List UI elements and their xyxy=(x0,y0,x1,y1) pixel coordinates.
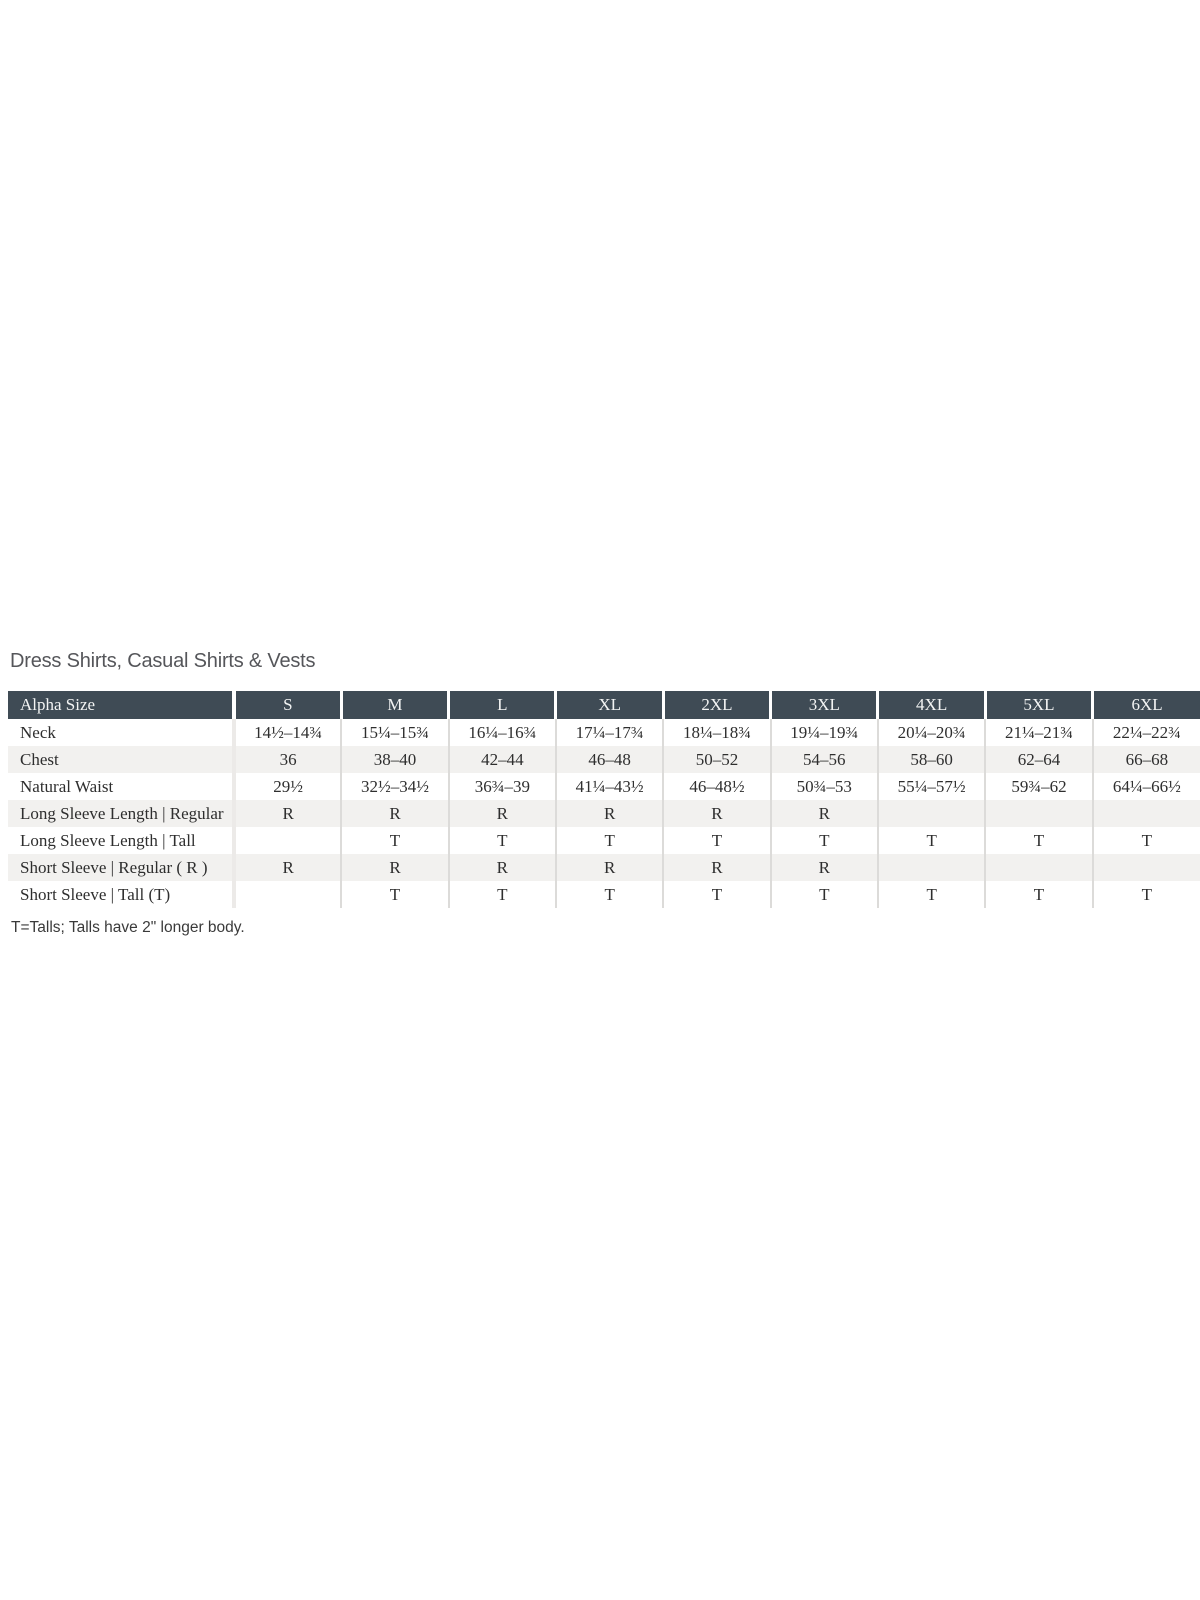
size-value-cell: 32½–34½ xyxy=(341,773,448,800)
table-row xyxy=(8,719,1200,746)
row-label: Chest xyxy=(20,749,59,769)
header-cell-2xl: 2XL xyxy=(663,691,770,719)
size-value-cell: 41¼–43½ xyxy=(556,773,663,800)
row-label: Neck xyxy=(20,722,56,742)
size-value-cell: R xyxy=(663,854,770,881)
size-value-cell: R xyxy=(341,854,448,881)
header-cell-3xl: 3XL xyxy=(771,691,878,719)
size-value-cell xyxy=(878,800,985,827)
header-cell-m: M xyxy=(341,691,448,719)
table-row xyxy=(8,800,1200,827)
size-value-cell xyxy=(985,800,1092,827)
table-row xyxy=(8,827,1200,854)
size-value-cell xyxy=(234,881,341,908)
size-value-cell xyxy=(234,827,341,854)
size-value-cell: T xyxy=(556,881,663,908)
size-value-cell: 59¾–62 xyxy=(985,773,1092,800)
size-value-cell: T xyxy=(1093,881,1200,908)
size-value-cell: 16¼–16¾ xyxy=(449,719,556,746)
size-value-cell xyxy=(878,854,985,881)
header-cell-s: S xyxy=(234,691,341,719)
size-value-cell: 58–60 xyxy=(878,746,985,773)
size-value-cell: T xyxy=(985,881,1092,908)
size-value-cell: 21¼–21¾ xyxy=(985,719,1092,746)
size-value-cell xyxy=(1093,800,1200,827)
size-value-cell: 62–64 xyxy=(985,746,1092,773)
size-value-cell xyxy=(1093,854,1200,881)
table-row xyxy=(8,854,1200,881)
size-value-cell: R xyxy=(234,800,341,827)
size-value-cell: 17¼–17¾ xyxy=(556,719,663,746)
size-value-cell: 50–52 xyxy=(663,746,770,773)
size-value-cell: R xyxy=(556,854,663,881)
header-cell-xl: XL xyxy=(556,691,663,719)
row-label: Short Sleeve | Tall (T) xyxy=(20,884,171,904)
table-row xyxy=(8,746,1200,773)
size-value-cell: R xyxy=(449,854,556,881)
size-value-cell: 50¾–53 xyxy=(771,773,878,800)
size-value-cell: R xyxy=(771,800,878,827)
size-chart-title: Dress Shirts, Casual Shirts & Vests xyxy=(10,650,316,672)
row-label: Short Sleeve | Regular ( R ) xyxy=(20,857,208,877)
size-value-cell: 64¼–66½ xyxy=(1093,773,1200,800)
size-value-cell: 36¾–39 xyxy=(449,773,556,800)
size-value-cell: 46–48½ xyxy=(663,773,770,800)
size-value-cell: T xyxy=(556,827,663,854)
size-value-cell: T xyxy=(663,827,770,854)
size-value-cell: T xyxy=(449,881,556,908)
footnote: T=Talls; Talls have 2" longer body. xyxy=(11,919,245,936)
size-value-cell: 14½–14¾ xyxy=(234,719,341,746)
size-value-cell: 66–68 xyxy=(1093,746,1200,773)
size-value-cell xyxy=(985,854,1092,881)
size-value-cell: 20¼–20¾ xyxy=(878,719,985,746)
table-row xyxy=(8,773,1200,800)
header-cell-4xl: 4XL xyxy=(878,691,985,719)
row-label: Long Sleeve Length | Tall xyxy=(20,830,196,850)
size-value-cell: T xyxy=(663,881,770,908)
size-value-cell: R xyxy=(341,800,448,827)
header-cell-6xl: 6XL xyxy=(1093,691,1200,719)
size-value-cell: 19¼–19¾ xyxy=(771,719,878,746)
size-value-cell: T xyxy=(878,827,985,854)
header-cell-alpha-size: Alpha Size xyxy=(8,691,234,719)
row-label: Long Sleeve Length | Regular xyxy=(20,803,224,823)
size-value-cell: R xyxy=(663,800,770,827)
size-value-cell: R xyxy=(449,800,556,827)
size-value-cell: 15¼–15¾ xyxy=(341,719,448,746)
table-header-row xyxy=(8,691,1200,719)
size-value-cell: 18¼–18¾ xyxy=(663,719,770,746)
size-value-cell: T xyxy=(341,827,448,854)
size-value-cell: R xyxy=(556,800,663,827)
size-value-cell: T xyxy=(341,881,448,908)
size-value-cell: R xyxy=(234,854,341,881)
size-value-cell: T xyxy=(771,881,878,908)
size-value-cell: 38–40 xyxy=(341,746,448,773)
size-value-cell: R xyxy=(771,854,878,881)
size-value-cell: T xyxy=(985,827,1092,854)
header-cell-5xl: 5XL xyxy=(985,691,1092,719)
size-value-cell: T xyxy=(771,827,878,854)
size-value-cell: 46–48 xyxy=(556,746,663,773)
size-chart-table xyxy=(8,691,1200,908)
table-row xyxy=(8,881,1200,908)
size-value-cell: 55¼–57½ xyxy=(878,773,985,800)
size-value-cell: 22¼–22¾ xyxy=(1093,719,1200,746)
row-label: Natural Waist xyxy=(20,776,114,796)
size-value-cell: T xyxy=(449,827,556,854)
size-value-cell: T xyxy=(1093,827,1200,854)
size-value-cell: 29½ xyxy=(234,773,341,800)
header-cell-l: L xyxy=(449,691,556,719)
size-value-cell: 36 xyxy=(234,746,341,773)
size-value-cell: 54–56 xyxy=(771,746,878,773)
size-value-cell: 42–44 xyxy=(449,746,556,773)
size-value-cell: T xyxy=(878,881,985,908)
